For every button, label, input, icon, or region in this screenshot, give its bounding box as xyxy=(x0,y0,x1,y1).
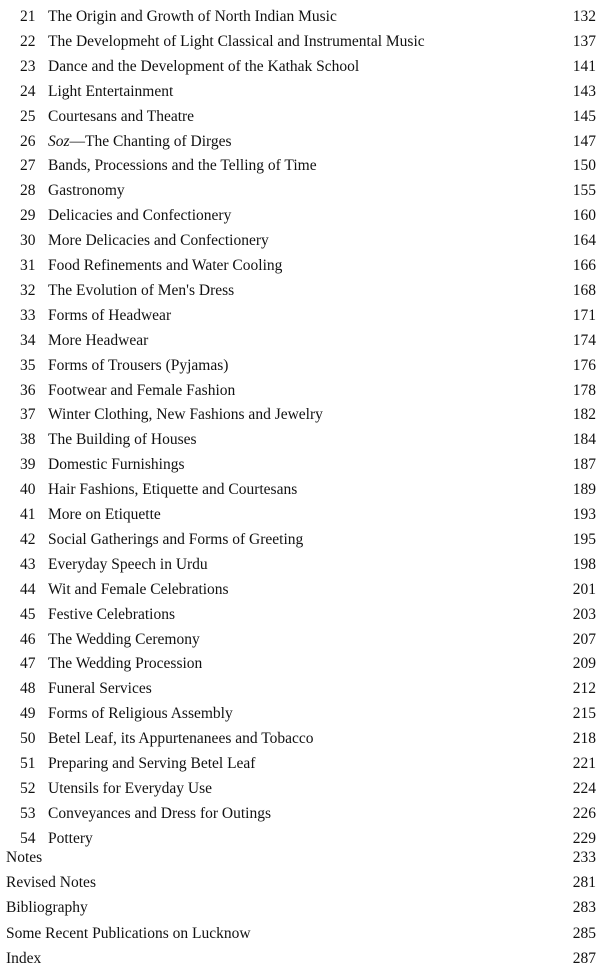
chapter-title: More Headwear xyxy=(48,331,149,349)
chapter-number: 40 xyxy=(20,481,36,499)
toc-entry xyxy=(0,354,600,378)
page-number: 132 xyxy=(572,8,596,25)
chapter-number: 27 xyxy=(20,157,36,175)
chapter-title: Social Gatherings and Forms of Greeting xyxy=(48,530,304,548)
chapter-number: 51 xyxy=(20,755,36,772)
toc-entry xyxy=(0,578,600,602)
toc-entry xyxy=(0,777,600,801)
chapter-number: 33 xyxy=(20,306,36,324)
chapter-title: The Wedding Ceremony xyxy=(48,630,200,648)
toc-back-entry xyxy=(0,846,600,870)
chapter-title: Courtesans and Theatre xyxy=(48,107,195,125)
chapter-number: 28 xyxy=(20,182,36,200)
chapter-number: 36 xyxy=(20,381,36,399)
page-number: 143 xyxy=(572,82,596,100)
page-number: 193 xyxy=(572,506,596,523)
page-number: 155 xyxy=(572,182,596,200)
chapter-number: 50 xyxy=(20,730,36,748)
toc-entry xyxy=(0,5,600,29)
chapter-number: 47 xyxy=(20,655,36,673)
chapter-title: Food Refinements and Water Cooling xyxy=(48,257,283,274)
chapter-title xyxy=(48,130,232,154)
chapter-title-rest: —The Chanting of Dirges xyxy=(69,132,232,150)
chapter-number: 41 xyxy=(20,506,36,523)
page-number: 150 xyxy=(572,157,596,175)
page-number: 229 xyxy=(572,829,596,847)
chapter-title: Funeral Services xyxy=(48,680,152,698)
chapter-number: 23 xyxy=(20,57,36,75)
chapter-number: 38 xyxy=(20,431,36,449)
page-number: 285 xyxy=(572,924,596,942)
chapter-number: 46 xyxy=(20,630,36,648)
chapter-title: Everyday Speech in Urdu xyxy=(48,555,208,573)
back-matter-title: Some Recent Publications on Lucknow xyxy=(6,924,251,942)
toc-entry xyxy=(0,503,600,527)
chapter-title: Betel Leaf, its Appurtenanees and Tobacco xyxy=(48,730,314,748)
chapter-title: Domestic Furnishings xyxy=(48,456,185,474)
page-number: 224 xyxy=(572,779,596,797)
page-number: 212 xyxy=(572,680,596,698)
chapter-number: 35 xyxy=(20,356,36,374)
chapter-title-italic: Soz xyxy=(48,132,70,150)
page-number: 233 xyxy=(572,849,596,866)
page-number: 141 xyxy=(572,57,596,75)
toc-entry xyxy=(0,628,600,652)
chapter-title: Footwear and Female Fashion xyxy=(48,381,236,399)
chapter-title: Light Entertainment xyxy=(48,82,174,100)
toc-entry xyxy=(0,428,600,452)
chapter-number: 24 xyxy=(20,82,36,100)
chapter-number: 25 xyxy=(20,107,36,125)
chapter-number: 34 xyxy=(20,331,36,349)
toc-entry xyxy=(0,179,600,203)
page-number: 164 xyxy=(572,232,596,250)
page-number: 182 xyxy=(572,406,596,424)
page-number: 287 xyxy=(572,949,596,967)
page-number: 201 xyxy=(572,580,596,598)
back-matter-title: Index xyxy=(6,949,42,967)
chapter-title: Winter Clothing, New Fashions and Jewelry xyxy=(48,406,323,424)
toc-entry xyxy=(0,802,600,826)
toc-entry xyxy=(0,727,600,751)
chapter-number: 49 xyxy=(20,705,36,723)
page-number: 195 xyxy=(572,530,596,548)
toc-entry xyxy=(0,677,600,701)
page-number: 221 xyxy=(572,755,596,772)
toc-entry xyxy=(0,652,600,676)
page-number: 178 xyxy=(572,381,596,399)
chapter-title: The Wedding Procession xyxy=(48,655,203,673)
back-matter-title: Notes xyxy=(6,849,43,866)
chapter-title: Forms of Religious Assembly xyxy=(48,705,233,723)
chapter-title: Forms of Trousers (Pyjamas) xyxy=(48,356,229,374)
chapter-number: 42 xyxy=(20,530,36,548)
chapter-title: Conveyances and Dress for Outings xyxy=(48,804,271,822)
chapter-number: 29 xyxy=(20,207,36,225)
toc-back-entry xyxy=(0,922,600,946)
chapter-title: Dance and the Development of the Kathak School xyxy=(48,57,360,75)
toc-entry xyxy=(0,279,600,303)
toc-entry xyxy=(0,329,600,353)
toc-entry xyxy=(0,254,600,278)
chapter-title: Hair Fashions, Etiquette and Courtesans xyxy=(48,481,298,499)
chapter-number: 30 xyxy=(20,232,36,250)
chapter-number: 52 xyxy=(20,779,36,797)
chapter-number: 45 xyxy=(20,605,36,623)
chapter-number: 53 xyxy=(20,804,36,822)
page-number: 171 xyxy=(572,306,596,324)
chapter-title: The Building of Houses xyxy=(48,431,197,449)
back-matter-title: Revised Notes xyxy=(6,874,96,892)
page-number: 215 xyxy=(572,705,596,723)
chapter-number: 44 xyxy=(20,580,36,598)
chapter-title: Utensils for Everyday Use xyxy=(48,779,212,797)
page-number: 166 xyxy=(572,257,596,274)
chapter-title: More on Etiquette xyxy=(48,506,161,523)
toc-back-entry xyxy=(0,947,600,971)
chapter-number: 54 xyxy=(20,829,36,847)
page-number: 147 xyxy=(572,132,596,150)
page-number: 283 xyxy=(572,899,596,917)
chapter-number: 37 xyxy=(20,406,36,424)
chapter-number: 43 xyxy=(20,555,36,573)
toc-entry xyxy=(0,55,600,79)
toc-entry xyxy=(0,80,600,104)
chapter-title: Gastronomy xyxy=(48,182,125,200)
chapter-title: Festive Celebrations xyxy=(48,605,175,623)
page-number: 184 xyxy=(572,431,596,449)
toc-entry xyxy=(0,154,600,178)
toc-back-entry xyxy=(0,871,600,895)
page-number: 226 xyxy=(572,804,596,822)
chapter-title: Pottery xyxy=(48,829,93,847)
page-number: 207 xyxy=(572,630,596,648)
toc-entry xyxy=(0,752,600,776)
chapter-number: 21 xyxy=(20,8,36,25)
back-matter-title: Bibliography xyxy=(6,899,88,917)
page-number: 209 xyxy=(572,655,596,673)
toc-entry xyxy=(0,105,600,129)
chapter-title: The Origin and Growth of North Indian Music xyxy=(48,8,337,25)
chapter-number: 22 xyxy=(20,32,36,50)
chapter-number: 48 xyxy=(20,680,36,698)
page-number: 168 xyxy=(572,281,596,299)
toc-entry xyxy=(0,130,600,154)
toc-entry xyxy=(0,204,600,228)
page-number: 218 xyxy=(572,730,596,748)
page-number: 187 xyxy=(572,456,596,474)
page-number: 160 xyxy=(572,207,596,225)
toc-back-entry xyxy=(0,896,600,920)
toc-entry xyxy=(0,528,600,552)
toc-entry xyxy=(0,553,600,577)
chapter-number: 32 xyxy=(20,281,36,299)
page-number: 145 xyxy=(572,107,596,125)
page-number: 189 xyxy=(572,481,596,499)
chapter-title: The Evolution of Men's Dress xyxy=(48,281,235,299)
chapter-number: 31 xyxy=(20,257,36,274)
toc-entry xyxy=(0,702,600,726)
toc-entry xyxy=(0,603,600,627)
page-number: 281 xyxy=(572,874,596,892)
toc-entry xyxy=(0,30,600,54)
toc-entry xyxy=(0,403,600,427)
chapter-title: Preparing and Serving Betel Leaf xyxy=(48,755,256,772)
page-number: 137 xyxy=(572,32,596,50)
page-number: 176 xyxy=(572,356,596,374)
toc-entry xyxy=(0,478,600,502)
chapter-title: Bands, Processions and the Telling of Time xyxy=(48,157,317,175)
chapter-title: The Developmeht of Light Classical and Instrumental Music xyxy=(48,32,425,50)
page-number: 203 xyxy=(572,605,596,623)
toc-entry xyxy=(0,453,600,477)
page-number: 198 xyxy=(572,555,596,573)
chapter-title: Wit and Female Celebrations xyxy=(48,580,229,598)
chapter-title: Forms of Headwear xyxy=(48,306,172,324)
toc-entry xyxy=(0,379,600,403)
chapter-title: Delicacies and Confectionery xyxy=(48,207,232,225)
toc-entry xyxy=(0,229,600,253)
toc-entry xyxy=(0,304,600,328)
chapter-title: More Delicacies and Confectionery xyxy=(48,232,269,250)
chapter-number: 26 xyxy=(20,132,36,150)
page-number: 174 xyxy=(572,331,596,349)
chapter-number: 39 xyxy=(20,456,36,474)
